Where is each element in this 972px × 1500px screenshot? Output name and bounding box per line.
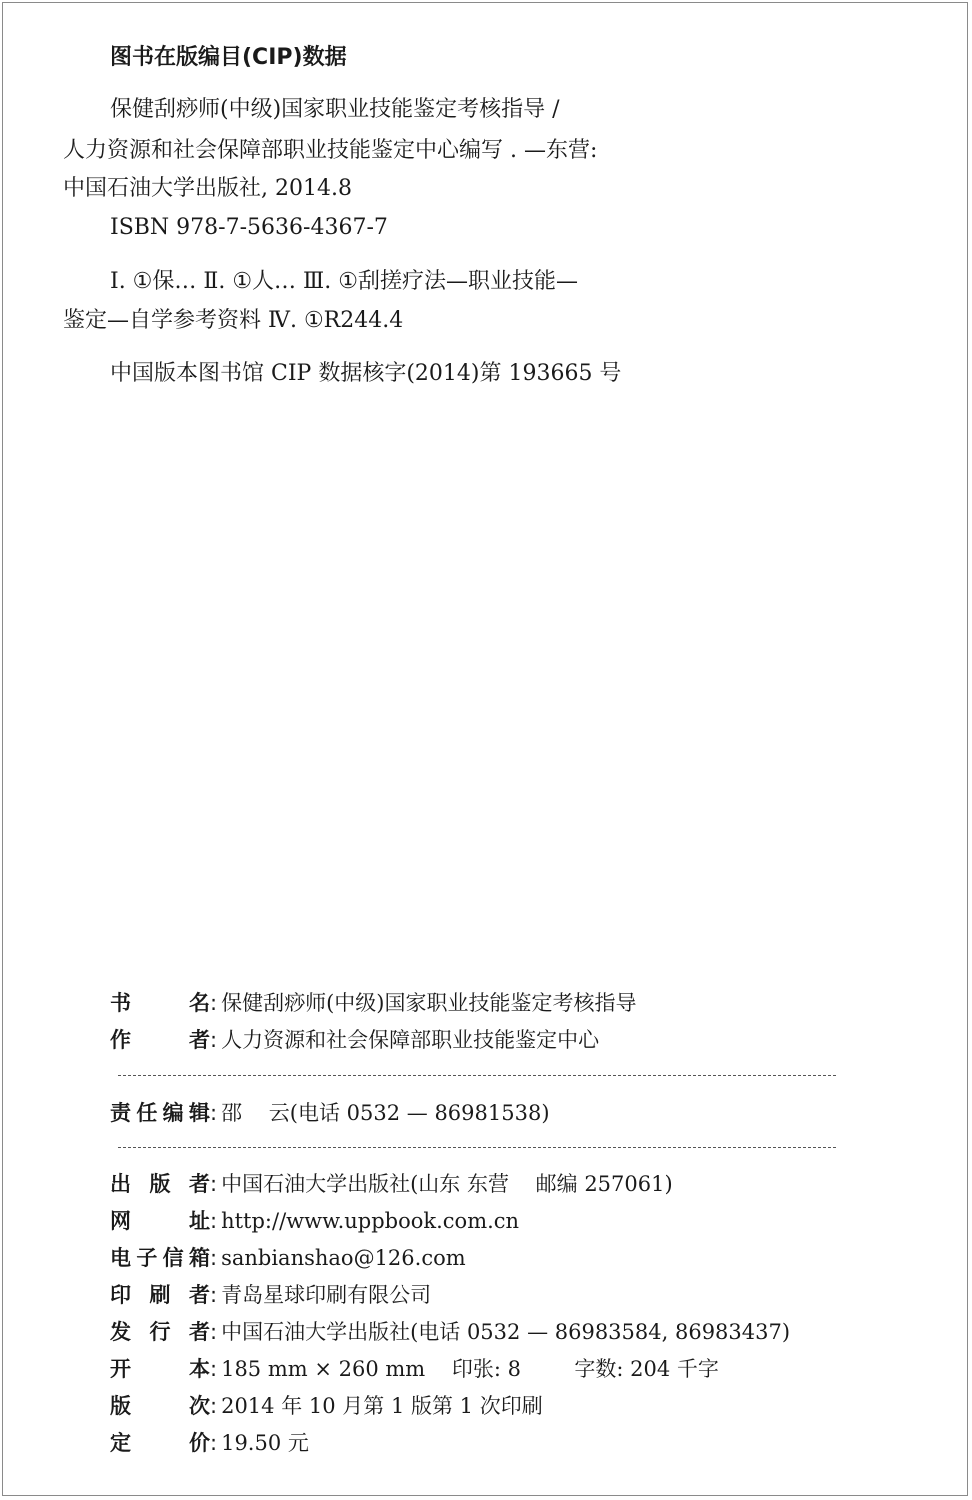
website-link[interactable]: http://www.uppbook.com.cn <box>221 1209 520 1233</box>
cip-line-classification-2: 鉴定—自学参考资料 Ⅳ. ①R244.4 <box>63 308 404 333</box>
label-email: 电 子 信 箱 <box>110 1246 210 1270</box>
price-value: 19.50 元 <box>221 1431 309 1455</box>
distributor-value: 中国石油大学出版社(电话 0532 — 86983584, 86983437) <box>221 1320 791 1344</box>
label-format: 开 本 <box>110 1357 210 1381</box>
edition-value: 2014 年 10 月第 1 版第 1 次印刷 <box>221 1394 543 1418</box>
imprint-row-book-name: 书 名 : 保健刮痧师(中级)国家职业技能鉴定考核指导 <box>110 991 637 1015</box>
imprint-row-format: 开 本 : 185 mm × 260 mm 印张: 8 字数: 204 千字 <box>110 1357 719 1381</box>
divider-2 <box>118 1147 836 1148</box>
cip-line-publisher: 中国石油大学出版社, 2014.8 <box>63 176 352 201</box>
printer-value: 青岛星球印刷有限公司 <box>221 1283 432 1307</box>
label-website: 网 址 <box>110 1209 210 1233</box>
cip-line-title: 保健刮痧师(中级)国家职业技能鉴定考核指导 / <box>110 97 560 122</box>
imprint-row-author: 作 者 : 人力资源和社会保障部职业技能鉴定中心 <box>110 1028 600 1052</box>
label-edition: 版 次 <box>110 1394 210 1418</box>
cip-line-core-number: 中国版本图书馆 CIP 数据核字(2014)第 193665 号 <box>110 361 622 386</box>
imprint-row-edition: 版 次 : 2014 年 10 月第 1 版第 1 次印刷 <box>110 1394 543 1418</box>
label-printer: 印 刷 者 <box>110 1283 210 1307</box>
publisher-value: 中国石油大学出版社(山东 东营 邮编 257061) <box>221 1172 673 1196</box>
label-distributor: 发 行 者 <box>110 1320 210 1344</box>
imprint-row-editor: 责 任 编 辑 : 邵 云(电话 0532 — 86981538) <box>110 1101 550 1125</box>
label-price: 定 价 <box>110 1431 210 1455</box>
imprint-row-website: 网 址 : http://www.uppbook.com.cn <box>110 1209 520 1233</box>
imprint-row-price: 定 价 : 19.50 元 <box>110 1431 309 1455</box>
imprint-row-printer: 印 刷 者 : 青岛星球印刷有限公司 <box>110 1283 432 1307</box>
cip-line-classification-1: Ⅰ. ①保… Ⅱ. ①人… Ⅲ. ①刮搓疗法—职业技能— <box>110 269 578 294</box>
imprint-row-publisher: 出 版 者 : 中国石油大学出版社(山东 东营 邮编 257061) <box>110 1172 673 1196</box>
imprint-row-email: 电 子 信 箱 : sanbianshao@126.com <box>110 1246 466 1270</box>
email-link[interactable]: sanbianshao@126.com <box>221 1246 466 1270</box>
cip-heading: 图书在版编目(CIP)数据 <box>110 45 347 70</box>
book-name-value: 保健刮痧师(中级)国家职业技能鉴定考核指导 <box>221 991 637 1015</box>
author-value: 人力资源和社会保障部职业技能鉴定中心 <box>221 1028 600 1052</box>
label-author: 作 者 <box>110 1028 210 1052</box>
label-book-name: 书 名 <box>110 991 210 1015</box>
cip-line-author: 人力资源和社会保障部职业技能鉴定中心编写 . —东营: <box>63 138 598 163</box>
imprint-row-distributor: 发 行 者 : 中国石油大学出版社(电话 0532 — 86983584, 86983437) <box>110 1320 791 1344</box>
divider-1 <box>118 1075 836 1076</box>
format-value: 185 mm × 260 mm 印张: 8 字数: 204 千字 <box>221 1357 719 1381</box>
label-editor: 责 任 编 辑 <box>110 1101 210 1125</box>
cip-line-isbn: ISBN 978-7-5636-4367-7 <box>110 215 388 240</box>
editor-value: 邵 云(电话 0532 — 86981538) <box>221 1101 550 1125</box>
label-publisher: 出 版 者 <box>110 1172 210 1196</box>
